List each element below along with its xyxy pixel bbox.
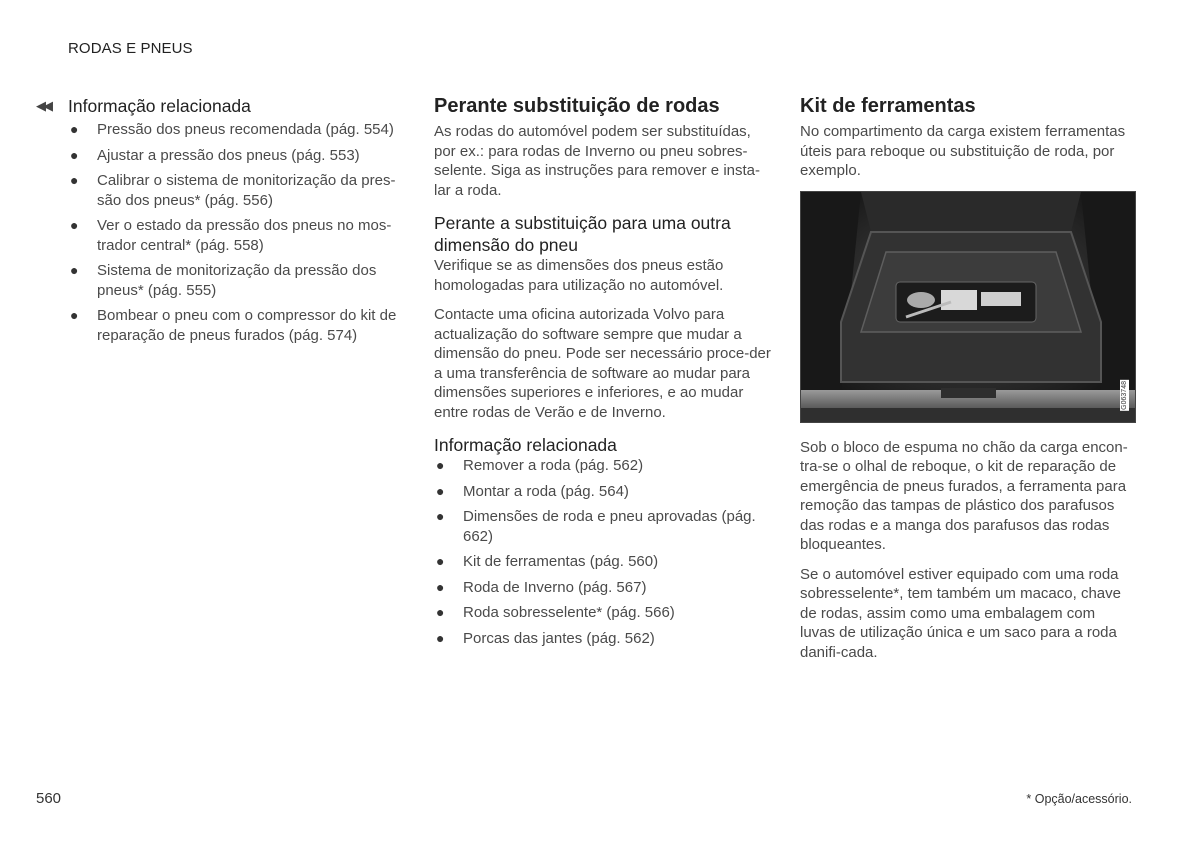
related-title: Informação relacionada bbox=[434, 435, 617, 455]
related-title: Informação relacionada bbox=[68, 96, 251, 116]
bullet-icon: ● bbox=[436, 457, 445, 473]
related-link[interactable]: ● Bombear o pneu com o compressor do kit de reparação de pneus furados (pág. 574) bbox=[70, 307, 397, 344]
related-link[interactable]: ● Calibrar o sistema de monitorização da pres-são dos pneus* (pág. 556) bbox=[70, 172, 396, 209]
bullet-icon: ● bbox=[70, 217, 79, 233]
cargo-floor-photo bbox=[800, 191, 1136, 423]
related-list bbox=[68, 120, 406, 345]
bullet-icon: ● bbox=[70, 307, 79, 323]
wheel-change-title: Perante substituição de rodas bbox=[434, 95, 720, 117]
tyre-dimension-text-1: Verifique se as dimensões dos pneus estão homologadas para utilização no automóvel. bbox=[434, 257, 724, 294]
related-link[interactable]: ● Ver o estado da pressão dos pneus no mos-trador central* (pág. 558) bbox=[70, 217, 392, 254]
section-header: RODAS E PNEUS bbox=[68, 40, 193, 57]
related-link[interactable]: ● Montar a roda (pág. 564) bbox=[436, 482, 629, 500]
bullet-icon: ● bbox=[436, 508, 445, 524]
bullet-icon: ● bbox=[436, 553, 445, 569]
bullet-icon: ● bbox=[436, 578, 445, 595]
cargo-compartment-illustration bbox=[801, 192, 1135, 422]
related-link[interactable]: ● Dimensões de roda e pneu aprovadas (pág. 662) bbox=[436, 508, 756, 545]
tool-kit-title: Kit de ferramentas bbox=[800, 95, 976, 117]
related-header bbox=[36, 94, 406, 118]
related-link[interactable]: ● Porcas das jantes (pág. 562) bbox=[436, 629, 655, 647]
related-link[interactable]: ● Kit de ferramentas (pág. 560) bbox=[436, 553, 659, 570]
image-code-label: G063748 bbox=[1121, 380, 1128, 410]
related-list bbox=[434, 456, 774, 648]
related-link[interactable]: ● Roda de Inverno (pág. 567) bbox=[436, 578, 647, 596]
tyre-dimension-subtitle: Perante a substituição para uma outra dimensão do pneu bbox=[434, 213, 731, 255]
bullet-icon: ● bbox=[70, 262, 79, 278]
bullet-icon: ● bbox=[436, 482, 445, 499]
tool-kit-text-1: Sob o bloco de espuma no chão da carga encon-tra-se o olhal de reboque, o kit de reparação de emergência de pneus furados, a ferramenta para remoção das tampas de plástico dos parafusos das rodas e a manga dos parafusos das rodas bloqueantes. bbox=[800, 438, 1128, 553]
bullet-icon: ● bbox=[436, 604, 445, 620]
related-link[interactable]: ● Roda sobresselente* (pág. 566) bbox=[436, 604, 675, 621]
page-number: 560 bbox=[36, 790, 62, 807]
bullet-icon: ● bbox=[70, 146, 79, 163]
tool-kit-intro: No compartimento da carga existem ferramentas úteis para reboque ou substituição de roda, por exemplo. bbox=[800, 123, 1126, 179]
column-tool-kit bbox=[800, 94, 1134, 672]
column-related-info bbox=[36, 94, 406, 351]
wheel-change-intro: As rodas do automóvel podem ser substituídas, por ex.: para rodas de Inverno ou pneu sobres-selente. Siga as instruções para remover e insta-lar a roda. bbox=[434, 123, 760, 199]
bullet-icon: ● bbox=[70, 121, 79, 137]
column-wheel-change bbox=[434, 94, 774, 654]
related-link[interactable]: ● Sistema de monitorização da pressão dos pneus* (pág. 555) bbox=[70, 262, 377, 299]
bullet-icon: ● bbox=[70, 172, 79, 188]
related-link[interactable]: ● Ajustar a pressão dos pneus (pág. 553) bbox=[70, 146, 360, 164]
tool-kit-text-2: Se o automóvel estiver equipado com uma roda sobresselente*, tem também um macaco, chave de rodas, assim como uma embalagem com luvas de utilização única e um saco para a roda danifi-cada. bbox=[800, 565, 1121, 661]
bullet-icon: ● bbox=[436, 629, 445, 646]
footnote: * Opção/acessório. bbox=[1026, 792, 1132, 806]
tyre-dimension-text-2: Contacte uma oficina autorizada Volvo para actualização do software sempre que mudar a dimensão do pneu. Pode ser necessário proce-der a uma transferência de software ao mudar para dimensões superiores e inferiores, e ao mudar entre rodas de Verão e de Inverno. bbox=[434, 306, 771, 421]
related-link[interactable]: ● Pressão dos pneus recomendada (pág. 554) bbox=[70, 121, 394, 138]
related-link[interactable]: ● Remover a roda (pág. 562) bbox=[436, 457, 644, 474]
double-chevron-left-icon[interactable]: ◀◀ bbox=[36, 98, 50, 113]
